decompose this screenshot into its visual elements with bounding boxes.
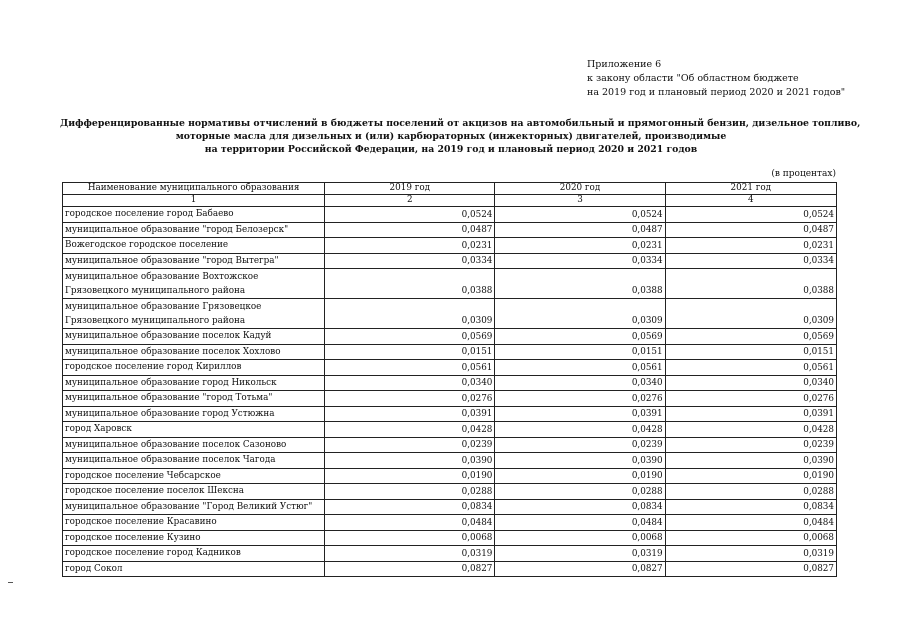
value-2021: 0,0524 bbox=[665, 207, 836, 223]
municipality-name: Вожегодское городское поселение bbox=[63, 238, 325, 254]
table-row bbox=[63, 530, 837, 546]
col-number-3: 3 bbox=[495, 195, 665, 207]
value-2020: 0,0068 bbox=[495, 530, 665, 546]
value-2019: 0,0276 bbox=[325, 391, 495, 407]
value-2020: 0,0151 bbox=[495, 344, 665, 360]
value-2021: 0,0391 bbox=[665, 406, 836, 422]
value-2020: 0,0309 bbox=[495, 299, 665, 329]
table-row bbox=[63, 484, 837, 500]
value-2021: 0,0334 bbox=[665, 253, 836, 269]
table-row bbox=[63, 391, 837, 407]
header-2019: 2019 год bbox=[325, 183, 495, 195]
value-2021: 0,0561 bbox=[665, 360, 836, 376]
table-row bbox=[63, 546, 837, 562]
municipality-name: муниципальное образование город Устюжна bbox=[63, 406, 325, 422]
value-2021: 0,0319 bbox=[665, 546, 836, 562]
value-2021: 0,0428 bbox=[665, 422, 836, 438]
value-2019: 0,0239 bbox=[325, 437, 495, 453]
municipality-name: муниципальное образование "город Тотьма" bbox=[63, 391, 325, 407]
table-row bbox=[63, 375, 837, 391]
value-2019: 0,0827 bbox=[325, 561, 495, 577]
value-2019: 0,0569 bbox=[325, 329, 495, 345]
municipality-name: городское поселение город Кириллов bbox=[63, 360, 325, 376]
municipality-name: муниципальное образование Вохтожское Грязовецкого муниципального района bbox=[63, 269, 325, 299]
value-2019: 0,0334 bbox=[325, 253, 495, 269]
table-row bbox=[63, 222, 837, 238]
municipality-name: муниципальное образование поселок Чагода bbox=[63, 453, 325, 469]
value-2019: 0,0561 bbox=[325, 360, 495, 376]
value-2020: 0,0190 bbox=[495, 468, 665, 484]
value-2020: 0,0487 bbox=[495, 222, 665, 238]
norms-table bbox=[62, 182, 837, 577]
value-2020: 0,0288 bbox=[495, 484, 665, 500]
value-2019: 0,0190 bbox=[325, 468, 495, 484]
table-row bbox=[63, 329, 837, 345]
value-2020: 0,0239 bbox=[495, 437, 665, 453]
scan-margin-mark bbox=[8, 582, 13, 583]
table-row bbox=[63, 453, 837, 469]
municipality-name: муниципальное образование Грязовецкое Грязовецкого муниципального района bbox=[63, 299, 325, 329]
value-2019: 0,0340 bbox=[325, 375, 495, 391]
value-2021: 0,0239 bbox=[665, 437, 836, 453]
municipality-name: муниципальное образование город Никольск bbox=[63, 375, 325, 391]
appendix-line-3: на 2019 год и плановый период 2020 и 2021 годов" bbox=[587, 87, 846, 98]
municipality-name: муниципальное образование "город Вытегра" bbox=[63, 253, 325, 269]
title-line-1: Дифференцированные нормативы отчислений в бюджеты поселений от акцизов на автомобильный и прямогонный бензин, дизельное топливо, bbox=[60, 118, 861, 129]
table-row bbox=[63, 360, 837, 376]
municipality-name: городское поселение город Бабаево bbox=[63, 207, 325, 223]
appendix-note bbox=[587, 58, 845, 100]
value-2020: 0,0319 bbox=[495, 546, 665, 562]
value-2020: 0,0391 bbox=[495, 406, 665, 422]
value-2021: 0,0190 bbox=[665, 468, 836, 484]
value-2019: 0,0524 bbox=[325, 207, 495, 223]
value-2021: 0,0827 bbox=[665, 561, 836, 577]
value-2021: 0,0151 bbox=[665, 344, 836, 360]
value-2021: 0,0569 bbox=[665, 329, 836, 345]
value-2019: 0,0288 bbox=[325, 484, 495, 500]
table-row bbox=[63, 561, 837, 577]
header-name: Наименование муниципального образования bbox=[63, 183, 325, 195]
table-row bbox=[63, 515, 837, 531]
appendix-line-2: к закону области "Об областном бюджете bbox=[587, 73, 799, 84]
value-2020: 0,0390 bbox=[495, 453, 665, 469]
col-number-1: 1 bbox=[63, 195, 325, 207]
table-row bbox=[63, 344, 837, 360]
municipality-name: городское поселение Чебсарское bbox=[63, 468, 325, 484]
value-2019: 0,0487 bbox=[325, 222, 495, 238]
value-2020: 0,0561 bbox=[495, 360, 665, 376]
appendix-line-1: Приложение 6 bbox=[587, 59, 662, 70]
table-row bbox=[63, 499, 837, 515]
municipality-name: муниципальное образование поселок Сазоново bbox=[63, 437, 325, 453]
table-row bbox=[63, 299, 837, 329]
value-2020: 0,0524 bbox=[495, 207, 665, 223]
municipality-name: город Сокол bbox=[63, 561, 325, 577]
value-2020: 0,0388 bbox=[495, 269, 665, 299]
value-2019: 0,0231 bbox=[325, 238, 495, 254]
value-2020: 0,0428 bbox=[495, 422, 665, 438]
municipality-name: городское поселение Красавино bbox=[63, 515, 325, 531]
title-line-2: моторные масла для дизельных и (или) карбюраторных (инжекторных) двигателей, производимые bbox=[175, 131, 727, 142]
value-2021: 0,0388 bbox=[665, 269, 836, 299]
col-number-2: 2 bbox=[325, 195, 495, 207]
table-row bbox=[63, 437, 837, 453]
table-body bbox=[63, 207, 837, 577]
value-2020: 0,0569 bbox=[495, 329, 665, 345]
value-2020: 0,0340 bbox=[495, 375, 665, 391]
municipality-name: муниципальное образование "Город Великий Устюг" bbox=[63, 499, 325, 515]
value-2019: 0,0309 bbox=[325, 299, 495, 329]
value-2021: 0,0276 bbox=[665, 391, 836, 407]
col-number-4: 4 bbox=[665, 195, 836, 207]
value-2019: 0,0391 bbox=[325, 406, 495, 422]
value-2019: 0,0068 bbox=[325, 530, 495, 546]
municipality-name: муниципальное образование поселок Кадуй bbox=[63, 329, 325, 345]
table-row bbox=[63, 253, 837, 269]
header-row bbox=[63, 183, 837, 195]
document-title bbox=[60, 117, 861, 156]
table-row bbox=[63, 422, 837, 438]
value-2020: 0,0334 bbox=[495, 253, 665, 269]
municipality-name: городское поселение поселок Шексна bbox=[63, 484, 325, 500]
value-2021: 0,0834 bbox=[665, 499, 836, 515]
value-2021: 0,0309 bbox=[665, 299, 836, 329]
value-2021: 0,0390 bbox=[665, 453, 836, 469]
municipality-name: городское поселение город Кадников bbox=[63, 546, 325, 562]
title-line-3: на территории Российской Федерации, на 2019 год и плановый период 2020 и 2021 годов bbox=[204, 144, 698, 155]
value-2021: 0,0340 bbox=[665, 375, 836, 391]
value-2019: 0,0484 bbox=[325, 515, 495, 531]
value-2019: 0,0428 bbox=[325, 422, 495, 438]
table-row bbox=[63, 238, 837, 254]
value-2019: 0,0390 bbox=[325, 453, 495, 469]
table-row bbox=[63, 468, 837, 484]
value-2019: 0,0151 bbox=[325, 344, 495, 360]
value-2020: 0,0827 bbox=[495, 561, 665, 577]
value-2019: 0,0834 bbox=[325, 499, 495, 515]
value-2019: 0,0388 bbox=[325, 269, 495, 299]
header-2021: 2021 год bbox=[665, 183, 836, 195]
header-2020: 2020 год bbox=[495, 183, 665, 195]
value-2020: 0,0484 bbox=[495, 515, 665, 531]
municipality-name: муниципальное образование поселок Хохлово bbox=[63, 344, 325, 360]
value-2019: 0,0319 bbox=[325, 546, 495, 562]
municipality-name: город Харовск bbox=[63, 422, 325, 438]
value-2020: 0,0276 bbox=[495, 391, 665, 407]
municipality-name: городское поселение Кузино bbox=[63, 530, 325, 546]
value-2021: 0,0068 bbox=[665, 530, 836, 546]
value-2020: 0,0231 bbox=[495, 238, 665, 254]
units-note: (в процентах) bbox=[771, 169, 836, 179]
table-row bbox=[63, 269, 837, 299]
value-2021: 0,0484 bbox=[665, 515, 836, 531]
table-row bbox=[63, 406, 837, 422]
value-2021: 0,0288 bbox=[665, 484, 836, 500]
table-row bbox=[63, 207, 837, 223]
municipality-name: муниципальное образование "город Белозерск" bbox=[63, 222, 325, 238]
value-2021: 0,0487 bbox=[665, 222, 836, 238]
value-2021: 0,0231 bbox=[665, 238, 836, 254]
value-2020: 0,0834 bbox=[495, 499, 665, 515]
column-number-row bbox=[63, 195, 837, 207]
